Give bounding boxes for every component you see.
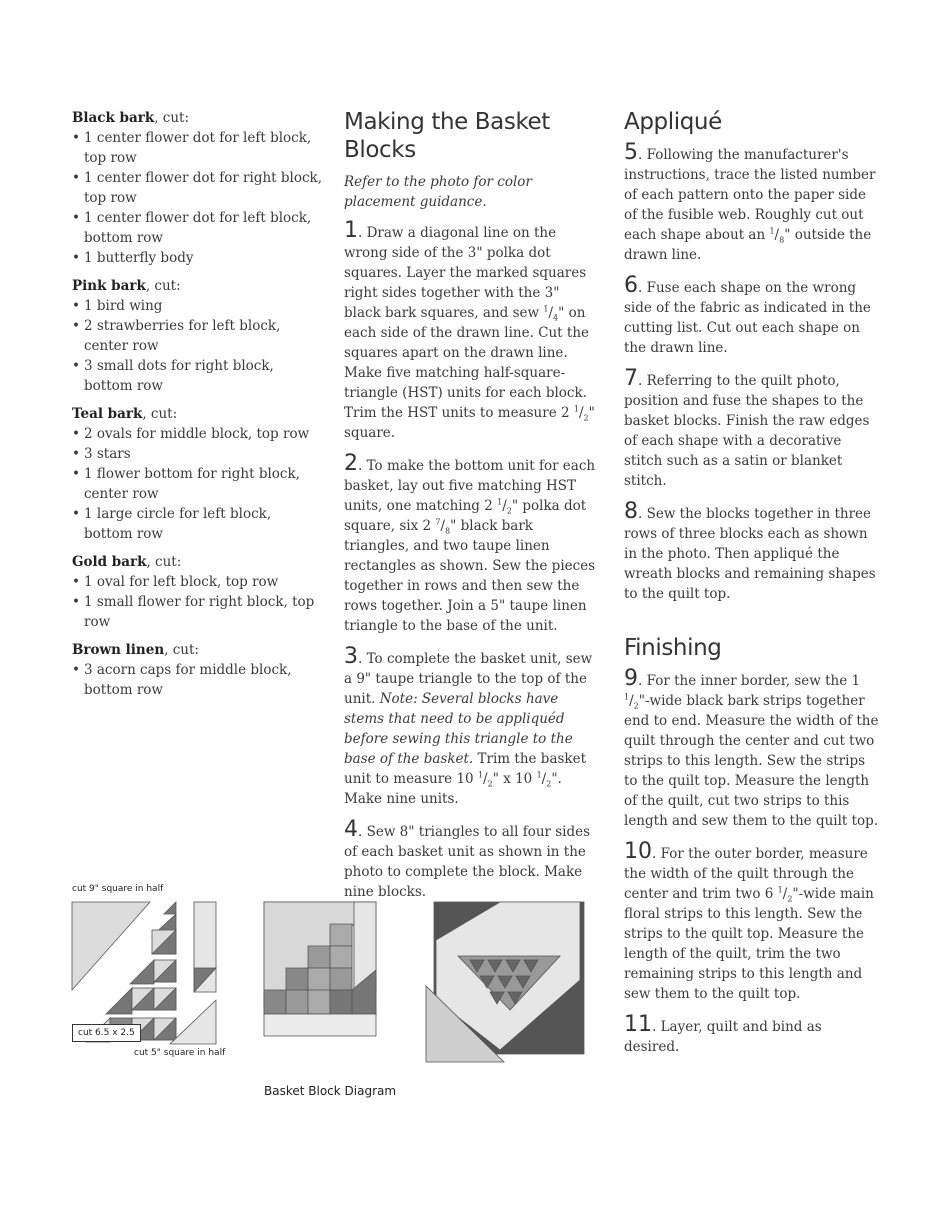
material-list: [72, 660, 322, 700]
step-4: 4. Sew 8" triangles to all four sides of each basket unit as shown in the photo to complete the block. Make nine blocks.: [344, 817, 591, 900]
step-text: Draw a diagonal line on the wrong side of the 3" polka dot squares. Layer the marked squares right sides together with the 3" black bark squares, and sew $^1/_4$" on each side of the drawn line. Cut the squares apart on the drawn line. Make five matching half-square-triangle (HST) units for each block. Trim the HST units to measure 2 $^1/_2$" square.: [344, 225, 595, 441]
material-list: [72, 572, 322, 632]
label-cut-rect: cut 6.5 x 2.5: [72, 1024, 141, 1042]
making-column: [344, 108, 600, 914]
diagram-caption: Basket Block Diagram: [264, 1084, 397, 1098]
step-7: 7. Referring to the quilt photo, position and fuse the shapes to the basket blocks. Finish the raw edges of each shape with a decorative stitch such as a satin or blanket stitch.: [624, 366, 870, 489]
applique-column: [624, 108, 880, 1069]
list-item: • 1 small flower for right block, top row: [72, 592, 322, 632]
step-3: 3. To complete the basket unit, sew a 9" taupe triangle to the top of the unit. Note: Several blocks have stems that need to be appliquéd before sewing this triangle to the base of the basket. Trim the basket unit to measure 10 $^1/_2$" x 10 $^1/_2$". Make nine units.: [344, 644, 593, 807]
step-text: Following the manufacturer's instructions, trace the listed number of each pattern onto the paper side of the fusible web. Roughly cut out each shape about an $^1/_8$" outside the drawn line.: [624, 147, 876, 263]
label-cut-9-square: cut 9" square in half: [72, 884, 164, 894]
step-number: 6: [624, 273, 638, 298]
material-name: Teal bark: [72, 406, 143, 422]
step-text: Sew 8" triangles to all four sides of each basket unit as shown in the photo to complete the block. Make nine blocks.: [344, 824, 591, 900]
step-8: 8. Sew the blocks together in three rows of three blocks each as shown in the photo. Then appliqué the wreath blocks and remaining shapes to the quilt top.: [624, 499, 876, 602]
list-item: • 1 center flower dot for right block, top row: [72, 168, 322, 208]
material-pink-bark: Pink bark, cut: • 1 bird wing • 2 strawberries for left block, center row • 3 small dots for right block, bottom row: [72, 276, 322, 396]
list-item: • 2 strawberries for left block, center row: [72, 316, 322, 356]
step-6: 6. Fuse each shape on the wrong side of the fabric as indicated in the cutting list. Cut out each shape on the drawn line.: [624, 273, 871, 356]
step-number: 3: [344, 644, 358, 669]
list-item: • 1 oval for left block, top row: [72, 572, 322, 592]
list-item: • 1 center flower dot for left block, top row: [72, 128, 322, 168]
step-text: Sew the blocks together in three rows of three blocks each as shown in the photo. Then appliqué the wreath blocks and remaining shapes to the quilt top.: [624, 506, 876, 602]
unit-cell: [330, 990, 352, 1014]
bark-triangle: [106, 988, 132, 1014]
step-9: 9. For the inner border, sew the 1 $^1/_2$"-wide black bark strips together end to end. Measure the width of the quilt through the center and cut two strips to this length. Sew the strips to the quilt top. Measure the length of the quilt, cut two strips to this length and sew them to the quilt top.: [624, 666, 879, 829]
material-list: [72, 296, 322, 396]
step-number: 9: [624, 666, 638, 691]
material-teal-bark: Teal bark, cut: • 2 ovals for middle block, top row • 3 stars • 1 flower bottom for right block, center row • 1 large circle for left block, bottom row: [72, 404, 322, 544]
list-item: • 1 center flower dot for left block, bottom row: [72, 208, 322, 248]
unit-cell: [308, 968, 330, 990]
unit-cell: [330, 946, 352, 968]
unit-cell: [308, 990, 330, 1014]
section-title-applique: Appliqué: [624, 109, 722, 135]
step-2: 2. To make the bottom unit for each basket, lay out five matching HST units, one matching 2 $^1/_2$" polka dot square, six 2 $^7/_8$" black bark triangles, and two taupe linen rectangles as shown. Sew the pieces together in rows and then sew the rows together. Join a 5" taupe linen triangle to the base of the unit.: [344, 451, 596, 634]
step-text: Referring to the quilt photo, position and fuse the shapes to the basket blocks. Finish the raw edges of each shape with a decorative stitch such as a satin or blanket stitch.: [624, 373, 870, 489]
step-10: 10. For the outer border, measure the width of the quilt through the center and trim two 6 $^1/_2$"-wide main floral strips to this length. Sew the strips to the quilt top. Measure the length of the quilt, trim the two remaining strips to this length and sew them to the quilt top.: [624, 839, 874, 1002]
material-name: Black bark: [72, 110, 155, 126]
step-note: Note: Several blocks have stems that need to be appliquéd before sewing this triangle to the base of the basket.: [344, 691, 573, 767]
list-item: • 3 stars: [72, 444, 322, 464]
unit-cell: [330, 968, 352, 990]
step-text: To make the bottom unit for each basket, lay out five matching HST units, one matching 2 $^1/_2$" polka dot square, six 2 $^7/_8$" black bark triangles, and two taupe linen rectangles as shown. Sew the pieces together in rows and then sew the rows together. Join a 5" taupe linen triangle to the base of the unit.: [344, 458, 596, 634]
step-text: Fuse each shape on the wrong side of the fabric as indicated in the cutting list. Cut out each shape on the drawn line.: [624, 280, 871, 356]
step-text: Layer, quilt and bind as desired.: [624, 1019, 822, 1055]
list-item: • 3 acorn caps for middle block, bottom row: [72, 660, 322, 700]
step-number: 4: [344, 817, 358, 842]
step-number: 5: [624, 140, 638, 165]
material-list: [72, 424, 322, 544]
material-name: Brown linen: [72, 642, 165, 658]
material-gold-bark: Gold bark, cut: • 1 oval for left block, top row • 1 small flower for right block, top row: [72, 552, 322, 632]
materials-column: [72, 108, 322, 708]
basket-block-diagram: [60, 880, 600, 1110]
unit-cell: [286, 968, 308, 990]
list-item: • 1 flower bottom for right block, center row: [72, 464, 322, 504]
label-cut-5-square: cut 5" square in half: [134, 1048, 226, 1058]
step-text: For the outer border, measure the width of the quilt through the center and trim two 6 $^1/_2$"-wide main floral strips to this length. Sew the strips to the quilt top. Measure the length of the quilt, trim the two remaining strips to this length and sew them to the quilt top.: [624, 846, 874, 1002]
small-triangle-piece: [170, 1000, 216, 1044]
step-1: 1. Draw a diagonal line on the wrong side of the 3" polka dot squares. Layer the marked squares right sides together with the 3" black bark squares, and sew $^1/_4$" on each side of the drawn line. Cut the squares apart on the drawn line. Make five matching half-square-triangle (HST) units for each block. Trim the HST units to measure 2 $^1/_2$" square.: [344, 218, 595, 441]
material-black-bark: Black bark, cut: • 1 center flower dot for left block, top row • 1 center flower dot for right block, top row • 1 center flower dot for left block, bottom row • 1 butterfly body: [72, 108, 322, 268]
unit-cell: [286, 990, 308, 1014]
section-title-making: Making the Basket Blocks: [344, 109, 550, 163]
step-number: 7: [624, 366, 638, 391]
bottom-rect: [264, 1014, 376, 1036]
list-item: • 3 small dots for right block, bottom row: [72, 356, 322, 396]
step-number: 10: [624, 839, 652, 864]
step-text: For the inner border, sew the 1 $^1/_2$"-wide black bark strips together end to end. Measure the width of the quilt through the center and cut two strips to this length. Sew the strips to the quilt top. Measure the length of the quilt, cut two strips to this length and sew them to the quilt top.: [624, 673, 879, 829]
step-number: 1: [344, 218, 358, 243]
hst-piece: [164, 902, 176, 914]
list-item: • 1 large circle for left block, bottom row: [72, 504, 322, 544]
intro-text: Refer to the photo for color placement guidance.: [344, 174, 532, 210]
step-11: 11. Layer, quilt and bind as desired.: [624, 1012, 822, 1055]
section-title-finishing: Finishing: [624, 635, 722, 661]
step-text: To complete the basket unit, sew a 9" taupe triangle to the top of the unit.: [344, 651, 593, 707]
step-number: 2: [344, 451, 358, 476]
step-number: 11: [624, 1012, 652, 1037]
list-item: • 1 bird wing: [72, 296, 322, 316]
step-5: 5. Following the manufacturer's instructions, trace the listed number of each pattern onto the paper side of the fusible web. Roughly cut out each shape about an $^1/_8$" outside the drawn line.: [624, 140, 876, 263]
material-name: Gold bark: [72, 554, 147, 570]
list-item: • 2 ovals for middle block, top row: [72, 424, 322, 444]
step-number: 8: [624, 499, 638, 524]
step-text: Trim the basket unit to measure 10 $^1/_2$" x 10 $^1/_2$". Make nine units.: [344, 751, 587, 807]
material-brown-linen: Brown linen, cut: • 3 acorn caps for middle block, bottom row: [72, 640, 322, 700]
unit-cell: [264, 990, 286, 1014]
material-name: Pink bark: [72, 278, 146, 294]
unit-cell: [330, 924, 352, 946]
list-item: • 1 butterfly body: [72, 248, 322, 268]
material-list: [72, 128, 322, 268]
unit-cell: [308, 946, 330, 968]
